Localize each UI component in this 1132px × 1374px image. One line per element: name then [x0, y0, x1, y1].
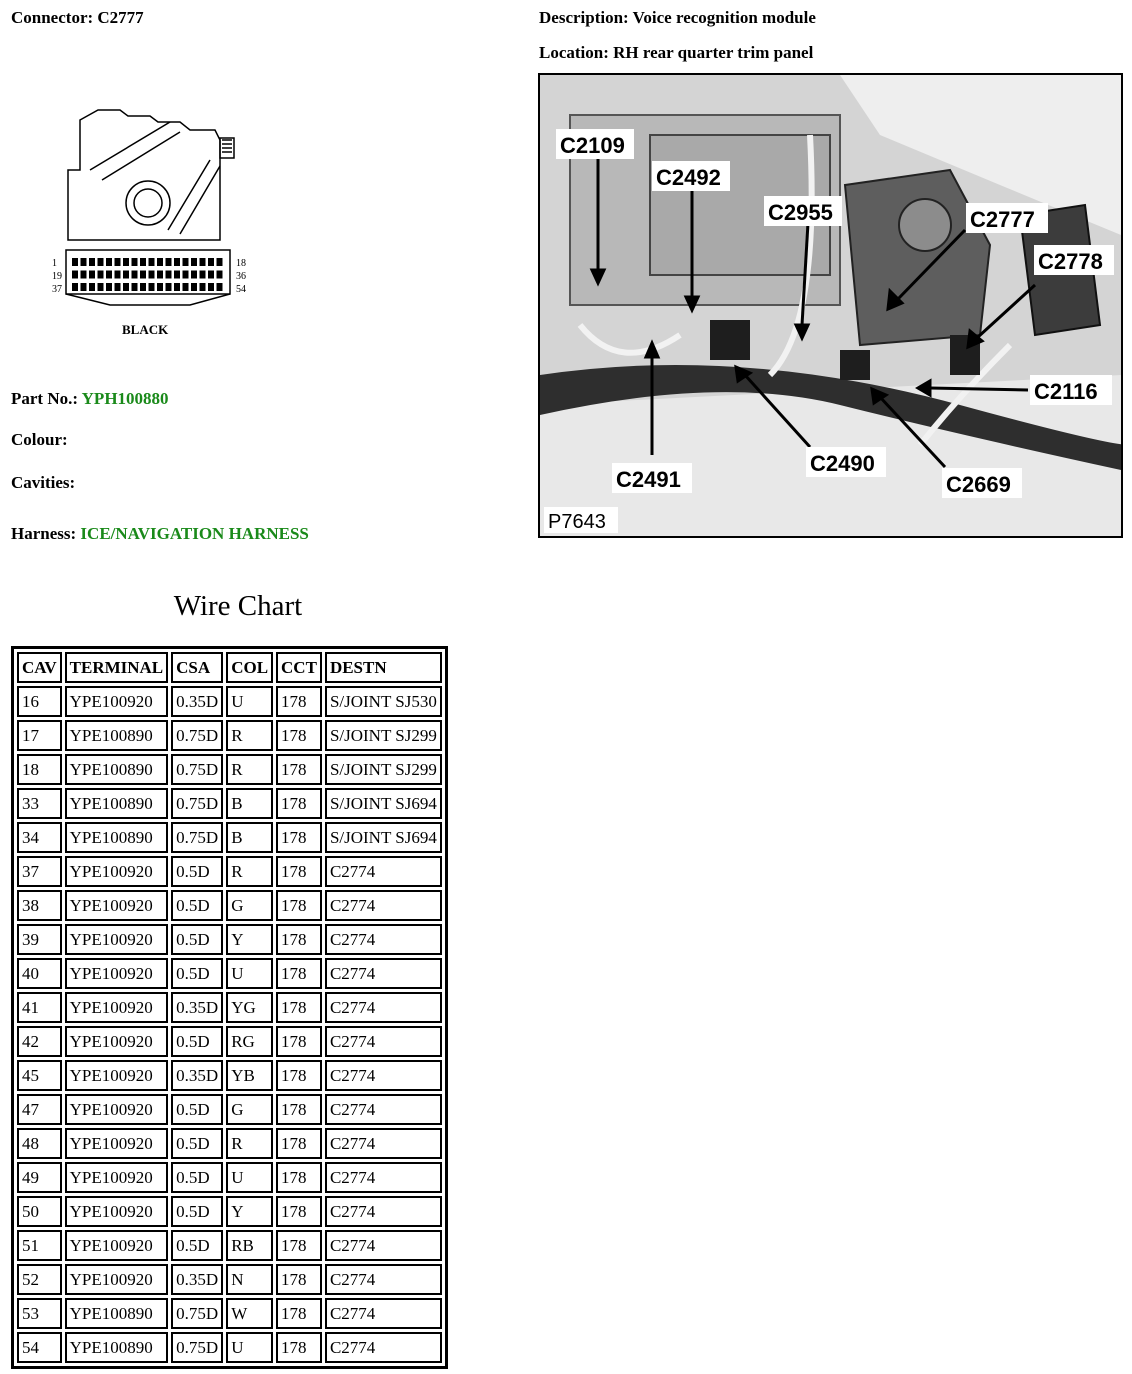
pin-cavity: [217, 271, 223, 279]
table-cell: 38: [17, 890, 62, 921]
table-cell: S/JOINT SJ299: [325, 720, 442, 751]
column-header: CCT: [276, 652, 322, 683]
table-cell: C2774: [325, 1094, 442, 1125]
table-row: [17, 1298, 442, 1329]
photo-ref: P7643: [548, 511, 606, 533]
table-cell: G: [226, 1094, 273, 1125]
pin-cavity: [191, 271, 197, 279]
harness-value: ICE/NAVIGATION HARNESS: [80, 524, 309, 543]
table-row: [17, 822, 442, 853]
colour-field: [11, 430, 68, 450]
table-cell: YB: [226, 1060, 273, 1091]
table-cell: YPE100920: [65, 992, 169, 1023]
table-cell: 0.75D: [171, 1332, 223, 1363]
table-cell: S/JOINT SJ299: [325, 754, 442, 785]
table-cell: C2774: [325, 1196, 442, 1227]
table-cell: 178: [276, 1162, 322, 1193]
table-cell: 42: [17, 1026, 62, 1057]
column-header: COL: [226, 652, 273, 683]
table-cell: 178: [276, 924, 322, 955]
table-cell: YPE100920: [65, 1162, 169, 1193]
column-header: CSA: [171, 652, 223, 683]
table-cell: 37: [17, 856, 62, 887]
pin-cavity: [208, 258, 214, 266]
callout-c2491: C2491: [616, 467, 681, 492]
table-cell: 0.5D: [171, 1094, 223, 1125]
table-cell: S/JOINT SJ694: [325, 788, 442, 819]
lever-pivot-inner: [134, 189, 162, 217]
table-cell: YG: [226, 992, 273, 1023]
table-cell: U: [226, 1332, 273, 1363]
table-cell: 16: [17, 686, 62, 717]
table-row: [17, 856, 442, 887]
pin-cavity: [140, 258, 146, 266]
table-cell: N: [226, 1264, 273, 1295]
mating-face-base: [66, 294, 230, 305]
column-header: CAV: [17, 652, 62, 683]
column-header: TERMINAL: [65, 652, 169, 683]
table-row: [17, 924, 442, 955]
table-cell: C2774: [325, 1264, 442, 1295]
pin-cavity: [72, 258, 78, 266]
table-cell: C2774: [325, 1128, 442, 1159]
table-cell: 178: [276, 856, 322, 887]
pin-cavity: [140, 271, 146, 279]
pin-cavity: [183, 271, 189, 279]
pin-cavity: [166, 283, 172, 291]
table-row: [17, 890, 442, 921]
pin-cavity: [217, 283, 223, 291]
table-row: [17, 1060, 442, 1091]
pin-cavity: [72, 283, 78, 291]
table-cell: YPE100890: [65, 1332, 169, 1363]
table-cell: C2774: [325, 1298, 442, 1329]
table-cell: 41: [17, 992, 62, 1023]
sketch-caption: BLACK: [122, 322, 169, 337]
pin-cavity: [98, 258, 104, 266]
table-cell: 178: [276, 822, 322, 853]
connector-value: C2777: [97, 8, 144, 27]
pin-cavity: [89, 258, 95, 266]
pin-cavity: [98, 271, 104, 279]
table-cell: 34: [17, 822, 62, 853]
pin-cavity: [166, 271, 172, 279]
table-cell: C2774: [325, 1230, 442, 1261]
pin-label-37: 37: [52, 284, 62, 295]
pin-cavity: [123, 271, 129, 279]
callout-c2116: C2116: [1034, 379, 1098, 404]
table-cell: 49: [17, 1162, 62, 1193]
pin-cavity: [81, 258, 87, 266]
pin-cavity: [200, 258, 206, 266]
table-cell: YPE100920: [65, 890, 169, 921]
voice-module-grille: [899, 199, 951, 251]
callout-c2109: C2109: [560, 133, 625, 158]
description-field: [539, 8, 816, 28]
part-no-label: Part No.:: [11, 389, 79, 408]
table-cell: R: [226, 720, 273, 751]
table-cell: C2774: [325, 1332, 442, 1363]
location-photo-svg: [540, 75, 1121, 536]
table-cell: YPE100890: [65, 754, 169, 785]
connector-sketch-svg: [50, 100, 270, 345]
table-cell: C2774: [325, 924, 442, 955]
pin-cavity: [115, 258, 121, 266]
callout-c2778: C2778: [1038, 249, 1103, 274]
pin-cavity: [132, 283, 138, 291]
table-cell: 178: [276, 1230, 322, 1261]
pin-cavity: [157, 258, 163, 266]
table-cell: 178: [276, 1060, 322, 1091]
table-cell: R: [226, 856, 273, 887]
table-row: [17, 1026, 442, 1057]
table-cell: 178: [276, 1332, 322, 1363]
table-cell: 178: [276, 754, 322, 785]
table-cell: YPE100920: [65, 1094, 169, 1125]
table-cell: 178: [276, 1196, 322, 1227]
table-cell: 51: [17, 1230, 62, 1261]
table-row: [17, 686, 442, 717]
pin-cavity: [191, 283, 197, 291]
table-cell: Y: [226, 1196, 273, 1227]
table-cell: YPE100890: [65, 1298, 169, 1329]
wire-chart-body: [17, 686, 442, 1363]
table-row: [17, 958, 442, 989]
table-cell: 178: [276, 720, 322, 751]
table-cell: R: [226, 1128, 273, 1159]
callout-c2955: C2955: [768, 200, 833, 225]
table-cell: 39: [17, 924, 62, 955]
table-cell: YPE100890: [65, 822, 169, 853]
pin-cavity: [123, 258, 129, 266]
wire-chart-table: [11, 646, 448, 1369]
pin-cavity: [191, 258, 197, 266]
pin-cavity: [81, 283, 87, 291]
table-cell: YPE100920: [65, 1128, 169, 1159]
pin-cavity: [200, 283, 206, 291]
table-cell: 53: [17, 1298, 62, 1329]
table-cell: 0.75D: [171, 720, 223, 751]
table-cell: YPE100920: [65, 1264, 169, 1295]
table-cell: YPE100920: [65, 686, 169, 717]
table-cell: 0.5D: [171, 924, 223, 955]
callout-c2490: C2490: [810, 451, 875, 476]
callout-c2777: C2777: [970, 207, 1035, 232]
table-cell: W: [226, 1298, 273, 1329]
pin-cavity: [106, 283, 112, 291]
connector-housing-outline: [68, 110, 220, 240]
pin-grid: [72, 258, 223, 291]
pin-cavity: [140, 283, 146, 291]
table-cell: 178: [276, 1128, 322, 1159]
table-row: [17, 1196, 442, 1227]
pin-cavity: [183, 258, 189, 266]
table-cell: 45: [17, 1060, 62, 1091]
table-cell: YPE100920: [65, 856, 169, 887]
table-cell: 178: [276, 1094, 322, 1125]
table-cell: YPE100890: [65, 720, 169, 751]
table-cell: 0.5D: [171, 1128, 223, 1159]
table-cell: 0.5D: [171, 856, 223, 887]
table-cell: YPE100920: [65, 1196, 169, 1227]
pin-cavity: [98, 283, 104, 291]
location-field: [539, 43, 813, 63]
table-cell: YPE100920: [65, 1060, 169, 1091]
table-cell: 33: [17, 788, 62, 819]
pin-cavity: [72, 271, 78, 279]
table-row: [17, 1094, 442, 1125]
table-cell: RG: [226, 1026, 273, 1057]
table-cell: 0.5D: [171, 1196, 223, 1227]
table-cell: C2774: [325, 856, 442, 887]
table-cell: 0.5D: [171, 958, 223, 989]
part-no-value: YPH100880: [81, 389, 169, 408]
pin-cavity: [132, 271, 138, 279]
wire-chart-title: Wire Chart: [173, 590, 303, 622]
description-value: Voice recognition module: [632, 8, 816, 27]
pin-cavity: [174, 258, 180, 266]
pin-cavity: [174, 283, 180, 291]
table-cell: 178: [276, 958, 322, 989]
pin-cavity: [132, 258, 138, 266]
callout-c2669: C2669: [946, 472, 1011, 497]
table-cell: 0.35D: [171, 1264, 223, 1295]
table-cell: 0.5D: [171, 890, 223, 921]
table-cell: Y: [226, 924, 273, 955]
colour-label: Colour:: [11, 430, 68, 449]
table-row: [17, 1162, 442, 1193]
table-cell: 0.75D: [171, 822, 223, 853]
cavities-field: [11, 473, 75, 493]
table-cell: U: [226, 686, 273, 717]
location-value: RH rear quarter trim panel: [613, 43, 814, 62]
column-header: DESTN: [325, 652, 442, 683]
table-cell: RB: [226, 1230, 273, 1261]
latch-ribs: [222, 140, 232, 152]
table-cell: B: [226, 788, 273, 819]
pin-cavity: [166, 258, 172, 266]
callout-c2492: C2492: [656, 165, 721, 190]
pin-cavity: [106, 271, 112, 279]
table-cell: 178: [276, 1264, 322, 1295]
table-cell: C2774: [325, 890, 442, 921]
table-cell: YPE100920: [65, 958, 169, 989]
pin-label-54: 54: [236, 284, 246, 295]
table-cell: G: [226, 890, 273, 921]
table-cell: 0.35D: [171, 992, 223, 1023]
table-cell: 0.35D: [171, 686, 223, 717]
table-cell: 52: [17, 1264, 62, 1295]
table-cell: C2774: [325, 1026, 442, 1057]
table-row: [17, 1332, 442, 1363]
harness-label: Harness:: [11, 524, 77, 543]
description-label: Description:: [539, 8, 629, 27]
table-cell: 178: [276, 1026, 322, 1057]
table-row: [17, 1230, 442, 1261]
table-cell: YPE100920: [65, 1026, 169, 1057]
table-cell: 48: [17, 1128, 62, 1159]
harness-field: [11, 524, 309, 544]
pin-cavity: [183, 283, 189, 291]
table-cell: 47: [17, 1094, 62, 1125]
table-cell: R: [226, 754, 273, 785]
pin-cavity: [149, 283, 155, 291]
lever-pivot: [126, 181, 170, 225]
table-cell: 40: [17, 958, 62, 989]
table-cell: 0.5D: [171, 1026, 223, 1057]
table-cell: 178: [276, 1298, 322, 1329]
pin-cavity: [208, 271, 214, 279]
table-cell: 178: [276, 992, 322, 1023]
location-photo: [538, 73, 1123, 538]
pin-cavity: [157, 283, 163, 291]
table-cell: YPE100920: [65, 1230, 169, 1261]
table-row: [17, 1264, 442, 1295]
table-cell: C2774: [325, 1162, 442, 1193]
pin-cavity: [115, 271, 121, 279]
table-cell: 178: [276, 686, 322, 717]
pin-label-19: 19: [52, 271, 62, 282]
table-cell: U: [226, 1162, 273, 1193]
table-cell: B: [226, 822, 273, 853]
table-cell: 50: [17, 1196, 62, 1227]
table-cell: 54: [17, 1332, 62, 1363]
table-cell: C2774: [325, 958, 442, 989]
table-cell: YPE100890: [65, 788, 169, 819]
pin-label-1: 1: [52, 258, 57, 269]
wire-chart-header-row: [17, 652, 442, 683]
pin-cavity: [157, 271, 163, 279]
table-cell: 0.5D: [171, 1162, 223, 1193]
pin-cavity: [81, 271, 87, 279]
pin-label-36: 36: [236, 271, 246, 282]
connector-label: Connector:: [11, 8, 94, 27]
table-row: [17, 788, 442, 819]
lever-arm-lines: [90, 122, 220, 234]
table-cell: 0.35D: [171, 1060, 223, 1091]
table-row: [17, 1128, 442, 1159]
connector-drawing: [50, 100, 270, 345]
table-row: [17, 754, 442, 785]
pin-cavity: [174, 271, 180, 279]
table-cell: YPE100920: [65, 924, 169, 955]
table-cell: 178: [276, 890, 322, 921]
table-cell: U: [226, 958, 273, 989]
part-no-field: [11, 389, 169, 409]
table-cell: 178: [276, 788, 322, 819]
table-cell: C2774: [325, 1060, 442, 1091]
table-row: [17, 720, 442, 751]
pin-cavity: [208, 283, 214, 291]
cavities-label: Cavities:: [11, 473, 76, 492]
pin-cavity: [200, 271, 206, 279]
pin-cavity: [123, 283, 129, 291]
pin-label-18: 18: [236, 258, 246, 269]
table-row: [17, 992, 442, 1023]
table-cell: 18: [17, 754, 62, 785]
table-cell: S/JOINT SJ530: [325, 686, 442, 717]
table-cell: 17: [17, 720, 62, 751]
pin-cavity: [89, 283, 95, 291]
table-cell: C2774: [325, 992, 442, 1023]
pin-cavity: [149, 271, 155, 279]
pin-cavity: [115, 283, 121, 291]
connector-field: [11, 8, 144, 28]
pin-cavity: [217, 258, 223, 266]
table-cell: S/JOINT SJ694: [325, 822, 442, 853]
table-cell: 0.75D: [171, 1298, 223, 1329]
location-label: Location:: [539, 43, 609, 62]
table-cell: 0.75D: [171, 788, 223, 819]
pin-cavity: [149, 258, 155, 266]
table-cell: 0.5D: [171, 1230, 223, 1261]
table-cell: 0.75D: [171, 754, 223, 785]
pin-cavity: [89, 271, 95, 279]
pin-cavity: [106, 258, 112, 266]
